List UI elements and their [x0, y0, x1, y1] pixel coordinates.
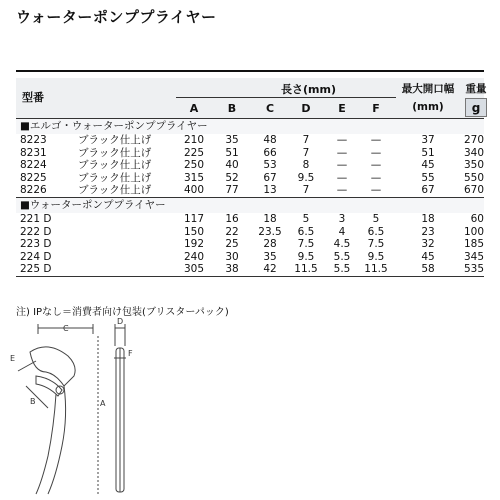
header-max-opening: 最大開口幅 [401, 83, 455, 95]
cell-a: 240 [183, 250, 205, 263]
cell-a: 305 [183, 263, 205, 276]
weight-unit: g [471, 100, 481, 115]
cell-model: 224 D [20, 250, 52, 263]
section-heading: ■エルゴ・ウォーターポンププライヤー [16, 119, 484, 134]
cell-b: 35 [225, 134, 239, 146]
header-col-c: C [265, 102, 275, 115]
cell-weight: 60 [470, 212, 484, 225]
table-row [16, 184, 484, 197]
cell-model: 8226 [20, 184, 47, 197]
spec-table [16, 78, 487, 277]
cell-f: — [370, 159, 382, 172]
cell-name: ブラック仕上げ [78, 171, 152, 184]
cell-weight: 350 [463, 159, 484, 172]
cell-b: 22 [225, 225, 239, 238]
cell-b: 38 [225, 263, 239, 276]
header-model: 型番 [22, 91, 44, 104]
cell-c: 35 [263, 250, 277, 263]
table-row [16, 226, 484, 239]
header-weight: 重量 [465, 83, 487, 95]
cell-b: 30 [225, 250, 239, 263]
footnote: 注) IPなし＝消費者向け包装(ブリスターパック) [16, 307, 229, 318]
cell-f: 5 [372, 212, 380, 225]
cell-c: 28 [263, 238, 277, 251]
table-header [16, 78, 487, 118]
cell-b: 16 [225, 212, 239, 225]
header-col-d: D [301, 102, 311, 115]
cell-d: 8 [302, 159, 310, 172]
cell-model: 225 D [20, 263, 52, 276]
cell-d: 6.5 [297, 225, 315, 238]
cell-model: 221 D [20, 212, 52, 225]
cell-e: — [336, 171, 348, 184]
table-row [16, 147, 484, 160]
cell-c: 48 [263, 134, 277, 146]
cell-d: 5 [302, 212, 310, 225]
cell-c: 67 [263, 171, 277, 184]
cell-b: 25 [225, 238, 239, 251]
table-row [16, 251, 484, 264]
cell-name: ブラック仕上げ [78, 184, 152, 197]
cell-open: 45 [421, 159, 435, 172]
cell-weight: 550 [463, 171, 484, 184]
cell-c: 53 [263, 159, 277, 172]
cell-e: 4.5 [333, 238, 351, 251]
header-col-a: A [189, 102, 199, 115]
cell-weight: 535 [463, 263, 484, 276]
table-row [16, 159, 484, 172]
cell-b: 40 [225, 159, 239, 172]
cell-e: 5.5 [333, 263, 351, 276]
cell-open: 67 [421, 184, 435, 197]
cell-weight: 185 [463, 238, 484, 251]
cell-e: — [336, 184, 348, 197]
plier-dimension-diagram [8, 316, 158, 496]
cell-open: 55 [421, 171, 435, 184]
cell-d: 7 [302, 146, 310, 159]
cell-a: 210 [183, 134, 205, 146]
table-row [16, 263, 484, 276]
header-max-opening-unit: (mm) [412, 101, 444, 113]
diagram-label-d: D [117, 317, 124, 326]
cell-d: 7 [302, 184, 310, 197]
cell-d: 11.5 [294, 263, 318, 276]
cell-a: 150 [183, 225, 205, 238]
cell-open: 32 [421, 238, 435, 251]
cell-d: 9.5 [297, 171, 315, 184]
cell-open: 58 [421, 263, 435, 276]
cell-b: 52 [225, 171, 239, 184]
cell-d: 7.5 [297, 238, 315, 251]
table-row [16, 134, 484, 147]
header-col-e: E [338, 102, 346, 115]
cell-a: 250 [183, 159, 205, 172]
cell-model: 8224 [20, 159, 47, 172]
weight-icon [465, 98, 487, 117]
table-row [16, 238, 484, 251]
cell-model: 8225 [20, 171, 47, 184]
cell-a: 192 [183, 238, 205, 251]
cell-open: 45 [421, 250, 435, 263]
cell-weight: 345 [463, 250, 484, 263]
cell-c: 66 [263, 146, 277, 159]
cell-f: 7.5 [367, 238, 385, 251]
cell-f: — [370, 184, 382, 197]
cell-weight: 340 [463, 146, 484, 159]
cell-name: ブラック仕上げ [78, 134, 152, 146]
header-length-rule [176, 97, 396, 98]
cell-d: 9.5 [297, 250, 315, 263]
page-title: ウォーターポンププライヤー [16, 8, 217, 26]
table-body [16, 119, 484, 277]
cell-name: ブラック仕上げ [78, 146, 152, 159]
title-divider [16, 70, 484, 72]
cell-weight: 270 [463, 134, 484, 146]
cell-weight: 100 [463, 225, 484, 238]
cell-f: — [370, 146, 382, 159]
diagram-label-a: A [100, 399, 106, 408]
cell-name: ブラック仕上げ [78, 159, 152, 172]
section-divider [16, 276, 484, 277]
cell-open: 23 [421, 225, 435, 238]
cell-a: 117 [183, 212, 205, 225]
cell-f: 11.5 [364, 263, 388, 276]
cell-e: 3 [338, 212, 346, 225]
cell-c: 13 [263, 184, 277, 197]
diagram-label-f: F [128, 349, 133, 358]
cell-f: 9.5 [367, 250, 385, 263]
section-heading: ■ウォーターポンププライヤー [16, 198, 484, 213]
cell-b: 77 [225, 184, 239, 197]
cell-e: — [336, 134, 348, 146]
cell-b: 51 [225, 146, 239, 159]
cell-c: 42 [263, 263, 277, 276]
cell-model: 222 D [20, 225, 52, 238]
cell-e: 5.5 [333, 250, 351, 263]
diagram-label-b: B [30, 397, 36, 406]
cell-open: 37 [421, 134, 435, 146]
cell-c: 23.5 [258, 225, 282, 238]
cell-model: 223 D [20, 238, 52, 251]
cell-d: 7 [302, 134, 310, 146]
cell-f: — [370, 171, 382, 184]
cell-model: 8231 [20, 146, 47, 159]
cell-a: 400 [183, 184, 205, 197]
table-row [16, 213, 484, 226]
header-col-f: F [372, 102, 380, 115]
cell-e: 4 [338, 225, 346, 238]
cell-a: 225 [183, 146, 205, 159]
cell-e: — [336, 159, 348, 172]
cell-a: 315 [183, 171, 205, 184]
cell-f: — [370, 134, 382, 146]
cell-c: 18 [263, 212, 277, 225]
header-length: 長さ(mm) [281, 83, 336, 96]
diagram-label-e: E [10, 354, 16, 363]
cell-model: 8223 [20, 134, 47, 146]
table-row [16, 172, 484, 185]
header-col-b: B [227, 102, 237, 115]
cell-f: 6.5 [367, 225, 385, 238]
diagram-label-c: C [63, 324, 69, 333]
cell-e: — [336, 146, 348, 159]
cell-open: 51 [421, 146, 435, 159]
cell-open: 18 [421, 212, 435, 225]
cell-weight: 670 [463, 184, 484, 197]
